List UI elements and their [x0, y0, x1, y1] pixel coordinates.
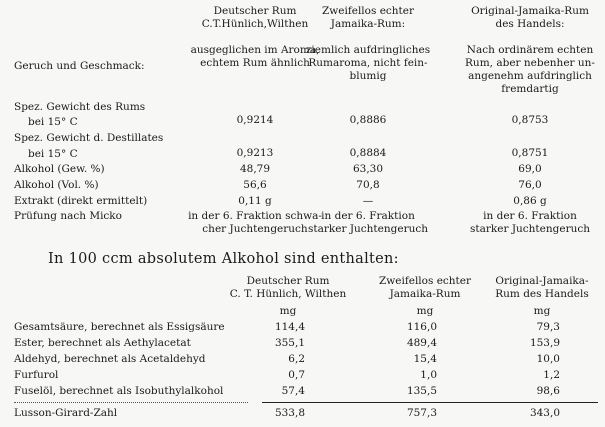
- table2-total-label: Lusson-Girard-Zahl: [14, 407, 118, 419]
- table1-cell: Rum, aber nebenher un-: [465, 57, 595, 69]
- table1-cell: in der 6. Fraktion: [483, 210, 577, 222]
- table2-row-label: Gesamtsäure, berechnet als Essigsäure: [14, 321, 225, 333]
- table2-cell: 135,5: [406, 385, 437, 397]
- table1-cell: in der 6. Fraktion schwa-: [188, 210, 322, 222]
- table1-row-label: Alkohol (Vol. %): [14, 179, 99, 191]
- table1-row-label: Geruch und Geschmack:: [14, 60, 145, 72]
- table2-cell: 114,4: [274, 321, 305, 333]
- table2-total-rule: [262, 402, 598, 403]
- table2-cell: 10,0: [536, 353, 560, 365]
- table1-cell: 56,6: [243, 179, 267, 191]
- table1-cell: —: [362, 195, 374, 207]
- table1-cell: angenehm aufdringlich: [468, 70, 592, 82]
- table1-cell: 0,8884: [349, 147, 387, 159]
- table2-cell: 57,4: [281, 385, 305, 397]
- table1-row-label: Extrakt (direkt ermittelt): [14, 195, 148, 207]
- table2-cell: 1,0: [420, 369, 437, 381]
- table2-unit-label: mg: [533, 305, 551, 317]
- table1-cell: 0,9214: [236, 114, 274, 126]
- table2-header-cell: Original-Jamaika-: [495, 275, 589, 287]
- table2-header-cell: Deutscher Rum: [246, 275, 330, 287]
- table2-cell: 15,4: [413, 353, 437, 365]
- table2-row-label: Furfurol: [14, 369, 59, 381]
- table2-cell: 355,1: [274, 337, 305, 349]
- table2-total-cell: 757,3: [406, 407, 437, 419]
- table2-cell: 98,6: [536, 385, 560, 397]
- table1-cell: Nach ordinärem echten: [466, 44, 594, 56]
- table1-cell: 0,9213: [236, 147, 274, 159]
- table2-cell: 1,2: [543, 369, 560, 381]
- table1-cell: ziemlich aufdringliches: [305, 44, 431, 56]
- table2-row-label: Ester, berechnet als Aethylacetat: [14, 337, 191, 349]
- table1-cell: starker Juchtengeruch: [308, 223, 428, 235]
- table1-cell: 63,30: [352, 163, 384, 175]
- table1-cell: Rumaroma, nicht fein-: [308, 57, 428, 69]
- table1-cell: 0,8751: [511, 147, 549, 159]
- table1-row-label: Spez. Gewicht des Rums: [14, 101, 146, 113]
- table2-total-cell: 533,8: [274, 407, 305, 419]
- table1-header-cell: Zweifellos echter: [321, 5, 415, 17]
- table1-cell: 0,86 g: [513, 195, 547, 207]
- table1-row-label: bei 15° C: [28, 148, 78, 160]
- section-title: In 100 ccm absolutem Alkohol sind enthalten:: [48, 251, 399, 267]
- table2-header-cell: Zweifellos echter: [378, 275, 472, 287]
- table1-header-cell: Jamaika-Rum:: [330, 18, 406, 30]
- table1-cell: blumig: [349, 70, 387, 82]
- table2-cell: 0,7: [288, 369, 305, 381]
- table1-cell: cher Juchtengeruch: [202, 223, 308, 235]
- table2-cell: 116,0: [406, 321, 437, 333]
- table2-unit-label: mg: [279, 305, 297, 317]
- table2-unit-label: mg: [416, 305, 434, 317]
- table1-cell: 69,0: [518, 163, 542, 175]
- table2-total-cell: 343,0: [529, 407, 560, 419]
- table1-cell: 0,8753: [511, 114, 549, 126]
- table1-cell: starker Juchtengeruch: [470, 223, 590, 235]
- table1-header-cell: Deutscher Rum: [213, 5, 297, 17]
- table1-cell: 70,8: [356, 179, 380, 191]
- table1-cell: ausgeglichen im Aroma,: [190, 44, 320, 56]
- table1-cell: 76,0: [518, 179, 542, 191]
- table1-header-cell: C.T.Hünlich,Wilthen: [201, 18, 309, 30]
- table2-cell: 6,2: [288, 353, 305, 365]
- table1-cell: fremdartig: [501, 83, 559, 95]
- table1-cell: 48,79: [239, 163, 271, 175]
- table1-cell: in der 6. Fraktion: [321, 210, 415, 222]
- table1-row-label: bei 15° C: [28, 116, 78, 128]
- table1-row-label: Alkohol (Gew. %): [14, 163, 105, 175]
- table1-cell: 0,11 g: [238, 195, 272, 207]
- table1-row-label: Prüfung nach Micko: [14, 210, 122, 222]
- table2-cell: 489,4: [406, 337, 437, 349]
- table2-header-cell: Jamaika-Rum: [389, 288, 461, 300]
- table2-cell: 79,3: [536, 321, 560, 333]
- table1-cell: echtem Rum ähnlich: [200, 57, 310, 69]
- table2-header-cell: Rum des Handels: [495, 288, 589, 300]
- table1-row-label: Spez. Gewicht d. Destillates: [14, 132, 164, 144]
- table1-cell: 0,8886: [349, 114, 387, 126]
- table2-cell: 153,9: [529, 337, 560, 349]
- table1-header-cell: Original-Jamaika-Rum: [471, 5, 589, 17]
- table2-row-label: Aldehyd, berechnet als Acetaldehyd: [14, 353, 206, 365]
- table2-row-label: Fuselöl, berechnet als Isobuthylalkohol: [14, 385, 224, 397]
- table2-label-rule: [14, 402, 248, 403]
- table1-header-cell: des Handels:: [495, 18, 565, 30]
- table2-header-cell: C. T. Hünlich, Wilthen: [229, 288, 347, 300]
